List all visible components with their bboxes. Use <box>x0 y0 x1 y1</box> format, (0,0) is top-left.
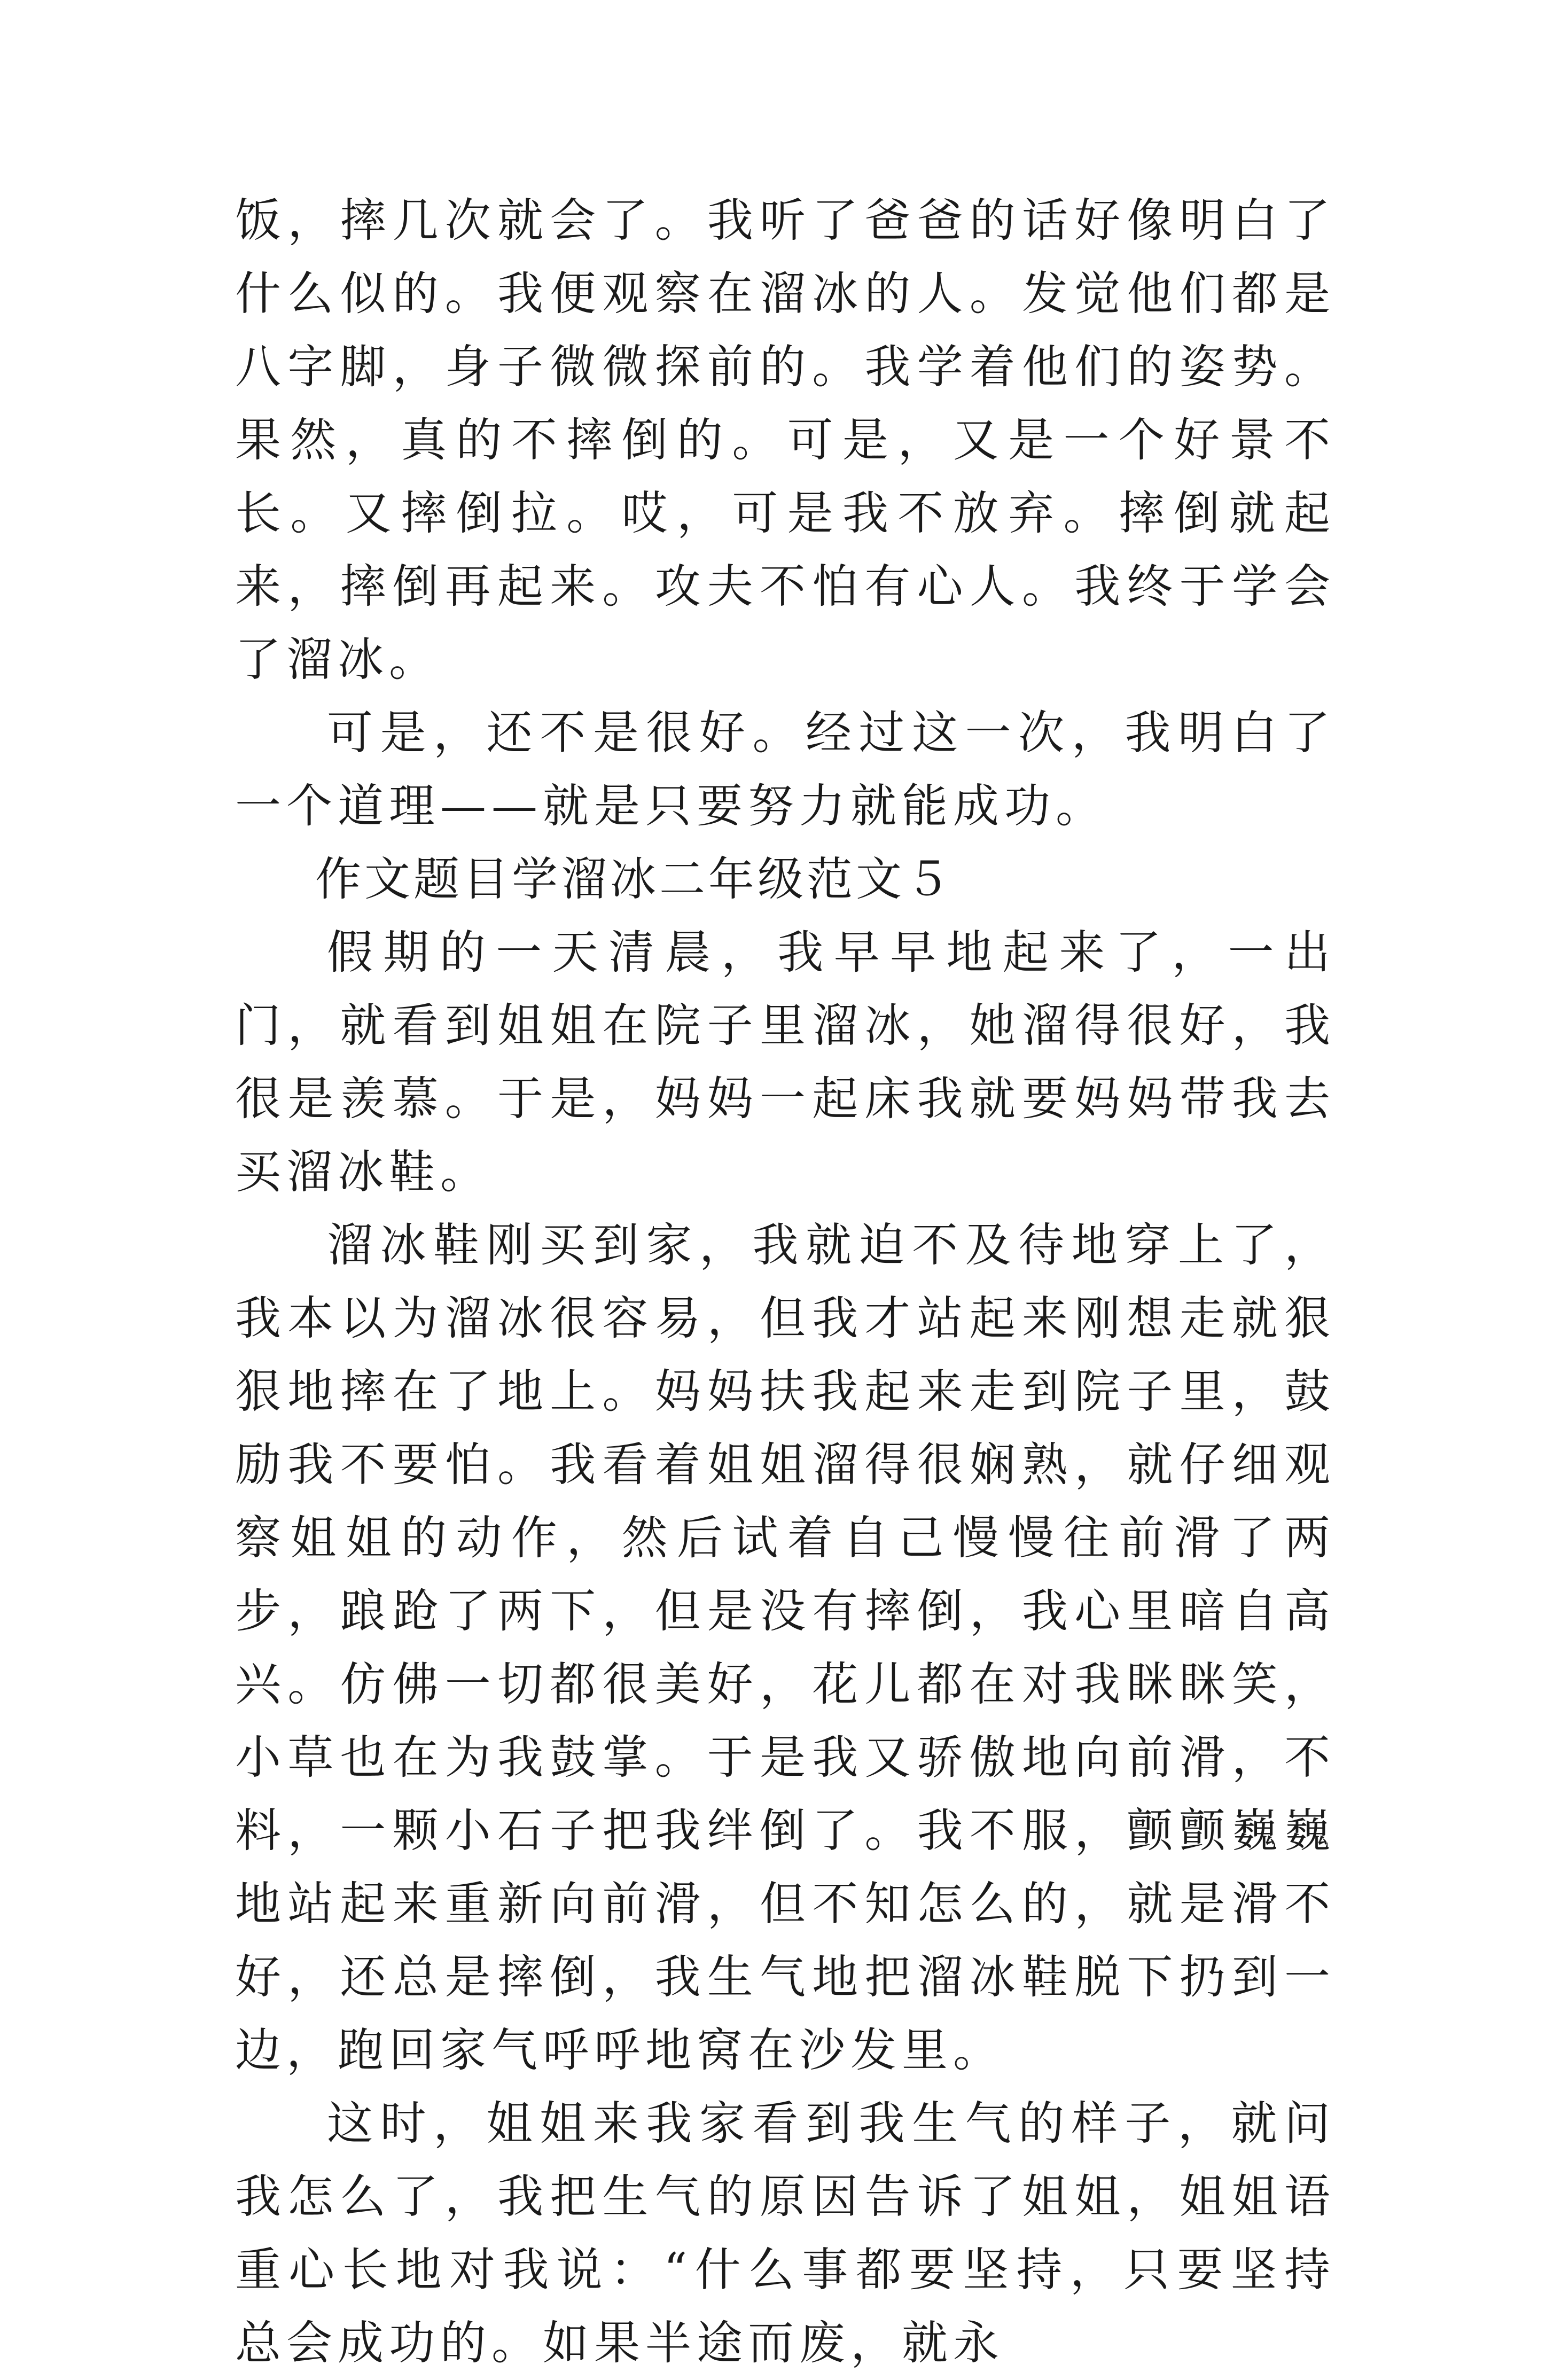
paragraph: 可是，还不是很好。经过这一次，我明白了一个道理——就是只要努力就能成功。 <box>235 706 1336 833</box>
paragraph: 溜冰鞋刚买到家，我就迫不及待地穿上了，我本以为溜冰很容易，但我才站起来刚想走就狠狠地摔在了地上。妈妈扶我起来走到院子里，鼓励我不要怕。我看着姐姐溜得很娴熟，就仔细观察姐姐的动作，然后试着自己慢慢往前滑了两步，踉跄了两下，但是没有摔倒，我心里暗自高兴。仿佛一切都很美好，花儿都在对我眯眯笑，小草也在为我鼓掌。于是我又骄傲地向前滑，不料，一颗小石子把我绊倒了。我不服，颤颤巍巍地站起来重新向前滑，但不知怎么的，就是滑不好，还总是摔倒，我生气地把溜冰鞋脱下扔到一边，跑回家气呼呼地窝在沙发里。 <box>235 1219 1336 2077</box>
paragraph-continuation: 饭，摔几次就会了。我听了爸爸的话好像明白了什么似的。我便观察在溜冰的人。发觉他们都是八字脚，身子微微探前的。我学着他们的姿势。果然，真的不摔倒的。可是，又是一个好景不长。又摔倒拉。哎，可是我不放弃。摔倒就起来，摔倒再起来。攻夫不怕有心人。我终于学会了溜冰。 <box>235 194 1336 686</box>
paragraph: 这时，姐姐来我家看到我生气的样子，就问我怎么了，我把生气的原因告诉了姐姐，姐姐语重心长地对我说：“什么事都要坚持，只要坚持总会成功的。如果半途而废，就永 <box>235 2097 1336 2370</box>
paragraph: 假期的一天清晨，我早早地起来了，一出门，就看到姐姐在院子里溜冰，她溜得很好，我很是羡慕。于是，妈妈一起床我就要妈妈带我去买溜冰鞋。 <box>235 926 1336 1199</box>
document-body <box>235 184 1336 2380</box>
section-heading: 作文题目学溜冰二年级范文５ <box>315 853 954 906</box>
